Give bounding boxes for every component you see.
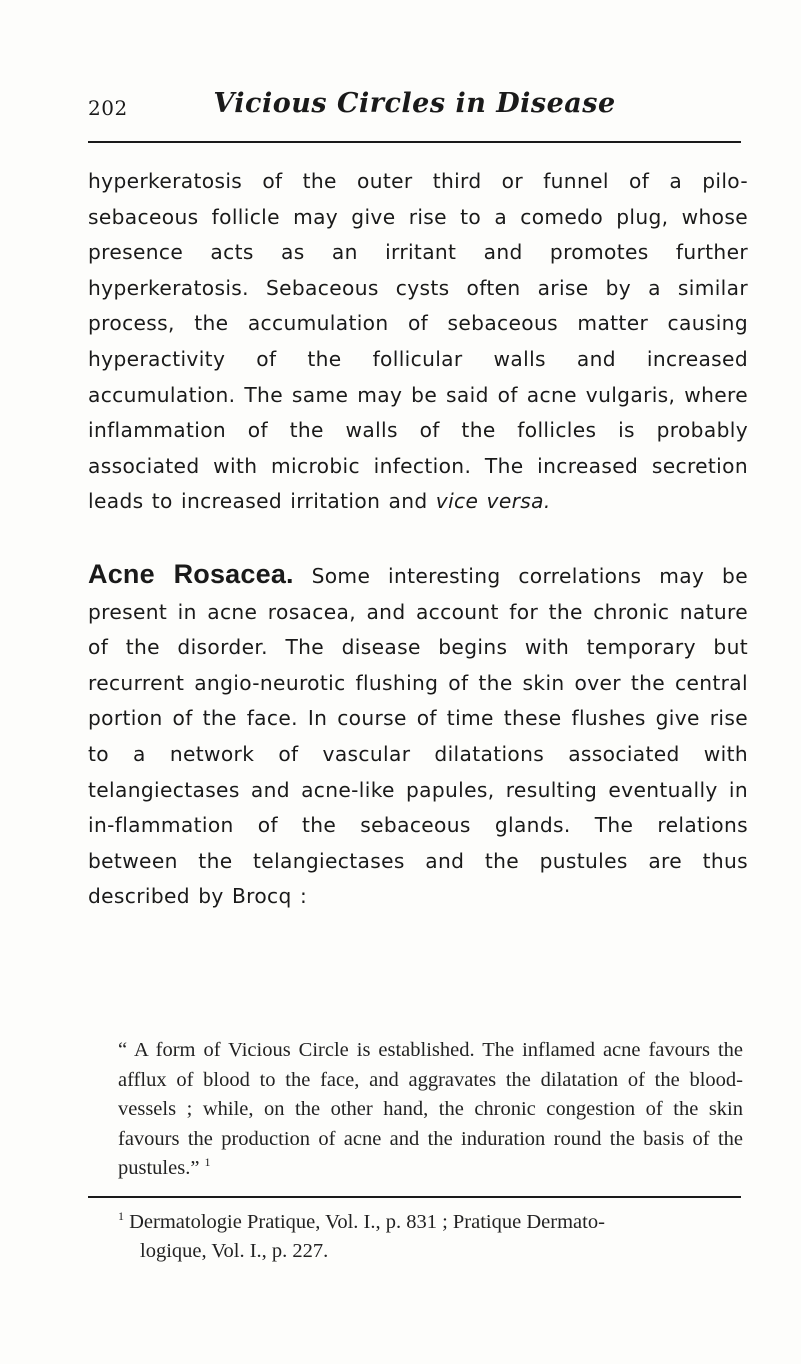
footnote-line-2: logique, Vol. I., p. 227.: [140, 1240, 329, 1262]
paragraph-1-text: hyperkeratosis of the outer third or funnel of a pilo-sebaceous follicle may give rise to a comedo plug, whose presence acts as an irritant and promotes further hyperkeratosis. Sebaceous cysts often arise by a similar process, the accumulation of sebaceous matter causing hyperactivity of the follicular walls and increased accumulation. The same may be said of acne vulgaris, where inflammation of the walls of the follicles is probably associated with microbic infection. The increased secretion leads to increased irritation and: [88, 169, 748, 514]
paragraph-1: [88, 164, 748, 520]
quote-footnote-marker: 1: [204, 1155, 211, 1170]
body-text: [88, 164, 748, 915]
paragraph-2-text: Some interesting correlations may be present in acne rosacea, and account for the chronic nature of the disorder. The disease begins with temporary but recurrent angio-neurotic flushing of the skin over the central portion of the face. In course of time these flushes give rise to a network of vascular dilatations associated with telangiectases and acne-like papules, resulting eventually in in-flammation of the sebaceous glands. The relations between the telangiectases and the pustules are thus described by Brocq :: [88, 563, 748, 909]
paragraph-1-italic: vice versa.: [435, 489, 551, 514]
footnote-rule: [88, 1196, 741, 1198]
running-title: Vicious Circles in Disease: [213, 88, 616, 119]
footnote-marker: 1: [118, 1209, 124, 1224]
section-heading: Acne Rosacea.: [88, 558, 294, 589]
footnote-line-1-text: Dermatologie Pratique, Vol. I., p. 831 ; Pratique Dermato-: [129, 1211, 605, 1233]
footnote: [118, 1208, 743, 1266]
block-quote: [118, 1036, 743, 1184]
footnote-line-1: [118, 1208, 743, 1237]
header-rule: [88, 141, 741, 143]
page-header: [88, 88, 741, 128]
paragraph-2: [88, 557, 748, 915]
page-number: 202: [88, 96, 128, 120]
quote-text: “ A form of Vicious Circle is established. The inflamed acne favours the afflux of blood to the face, and aggravates the dilatation of the blood-vessels ; while, on the other hand, the chronic congestion of the skin favours the production of acne and the induration round the basis of the pustules.”: [118, 1039, 743, 1179]
